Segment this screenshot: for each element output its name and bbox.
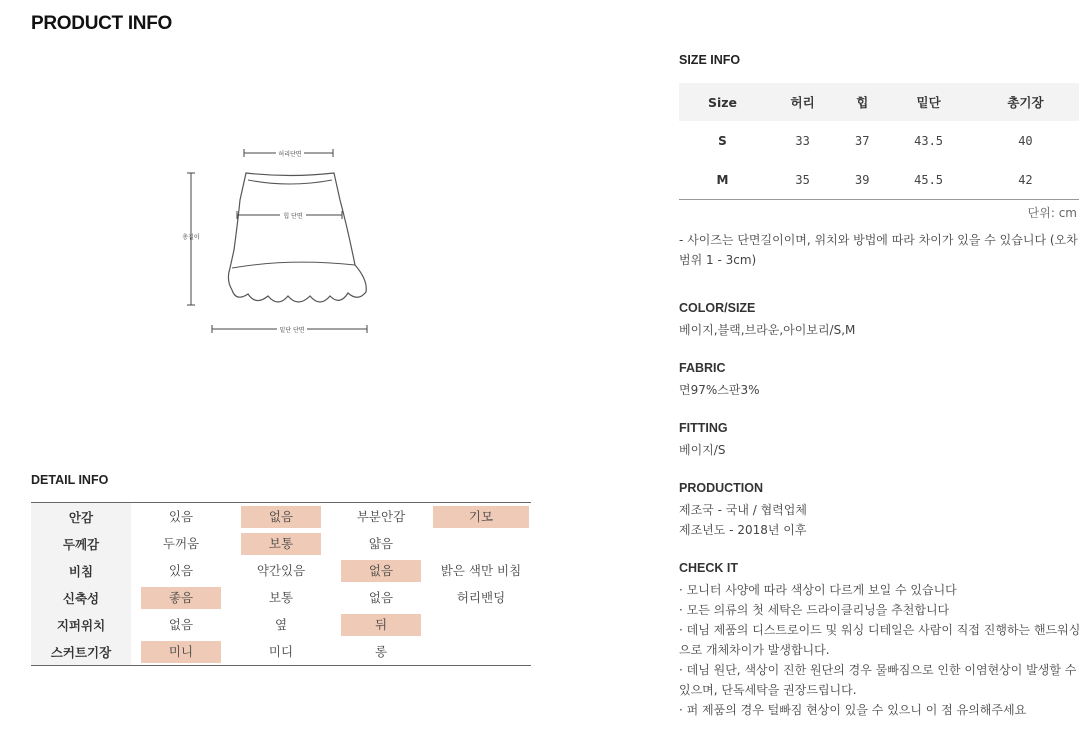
detail-option-selected: 없음 xyxy=(241,506,321,528)
size-name-cell: S xyxy=(718,133,727,148)
length-label: 총길이 xyxy=(182,234,200,241)
color-size-heading: COLOR/SIZE xyxy=(679,301,756,315)
check-item: · 모니터 사양에 따라 색상이 다르게 보일 수 있습니다 xyxy=(679,583,957,597)
fitting-heading: FITTING xyxy=(679,421,728,435)
detail-option: 밝은 색만 비침 xyxy=(440,562,522,578)
hip-label: 힙 단면 xyxy=(283,213,303,220)
size-value-cell: 40 xyxy=(1018,133,1033,148)
detail-option: 롱 xyxy=(374,643,388,659)
detail-row xyxy=(31,584,531,611)
size-value-cell: 33 xyxy=(795,133,810,148)
detail-option-selected: 없음 xyxy=(341,560,421,582)
detail-option-selected: 미니 xyxy=(141,641,221,663)
size-value-cell: 45.5 xyxy=(885,160,972,200)
detail-row-label: 스커트기장 xyxy=(31,638,131,665)
size-column-header: 밑단 xyxy=(885,83,972,121)
size-table xyxy=(679,83,1079,200)
check-item: · 데님 원단, 색상이 진한 원단의 경우 물빠짐으로 인한 이염현상이 발생할 수 있으며, 단독세탁을 권장드립니다. xyxy=(679,663,1077,697)
detail-option-selected: 좋음 xyxy=(141,587,221,609)
detail-row-label: 안감 xyxy=(31,503,131,530)
fitting-section xyxy=(679,421,1083,460)
size-value-cell: 39 xyxy=(839,160,885,200)
detail-option-selected: 기모 xyxy=(433,506,529,528)
detail-row xyxy=(31,557,531,584)
size-unit: 단위: cm xyxy=(1027,206,1077,220)
size-column-header: 허리 xyxy=(766,83,839,121)
detail-row xyxy=(31,638,531,665)
detail-option xyxy=(433,614,529,636)
check-it-section xyxy=(679,561,1083,720)
check-it-heading: CHECK IT xyxy=(679,561,739,575)
detail-row-label: 비침 xyxy=(31,557,131,584)
detail-option: 두꺼움 xyxy=(162,535,200,551)
detail-option: 없음 xyxy=(368,589,394,605)
size-column-header: Size xyxy=(679,83,766,121)
page-title: PRODUCT INFO xyxy=(31,13,173,34)
skirt-outline xyxy=(228,173,366,302)
detail-option: 약간있음 xyxy=(256,562,306,578)
hem-label: 밑단 단면 xyxy=(279,327,305,334)
detail-info-table xyxy=(31,502,531,666)
fabric-heading: FABRIC xyxy=(679,361,726,375)
waist-label: 허리단면 xyxy=(278,151,302,158)
detail-option: 있음 xyxy=(168,562,194,578)
check-item: · 데님 제품의 디스트로이드 및 워싱 디테일은 사람이 직접 진행하는 핸드워싱으로 개체차이가 발생합니다. xyxy=(679,623,1081,657)
size-column-header: 총기장 xyxy=(972,83,1079,121)
color-size-value: 베이지,블랙,브라운,아이보리/S,M xyxy=(679,323,856,337)
production-heading: PRODUCTION xyxy=(679,481,764,495)
detail-option: 부분안감 xyxy=(356,508,406,524)
detail-row xyxy=(31,503,531,530)
detail-option xyxy=(433,533,529,555)
detail-option-selected: 보통 xyxy=(241,533,321,555)
size-column-header: 힙 xyxy=(839,83,885,121)
color-size-section xyxy=(679,301,1083,340)
fabric-section xyxy=(679,361,1083,400)
detail-option: 옆 xyxy=(274,616,288,632)
detail-row-label: 지퍼위치 xyxy=(31,611,131,638)
check-item: · 퍼 제품의 경우 털빠짐 현상이 있을 수 있으니 이 점 유의해주세요 xyxy=(679,703,1027,717)
production-line: 제조국 - 국내 / 협력업체 xyxy=(679,503,807,517)
size-name-cell: M xyxy=(679,160,766,200)
fabric-value: 면97%스판3% xyxy=(679,383,760,397)
detail-row xyxy=(31,530,531,557)
size-note: - 사이즈는 단면길이이며, 위치와 방법에 따라 차이가 있을 수 있습니다 (오차범위 1 - 3cm) xyxy=(679,233,1078,267)
detail-option-selected: 뒤 xyxy=(341,614,421,636)
detail-option: 없음 xyxy=(168,616,194,632)
detail-info-heading: DETAIL INFO xyxy=(31,473,109,487)
detail-option: 허리밴딩 xyxy=(456,589,506,605)
production-section xyxy=(679,481,1083,540)
size-row xyxy=(679,121,1079,160)
detail-option: 있음 xyxy=(168,508,194,524)
detail-option: 보통 xyxy=(268,589,294,605)
fitting-value: 베이지/S xyxy=(679,443,726,457)
detail-row-label: 두께감 xyxy=(31,530,131,557)
detail-option xyxy=(433,641,529,663)
size-row xyxy=(679,160,1079,200)
skirt-measurement-diagram xyxy=(170,140,390,340)
size-value-cell: 37 xyxy=(855,133,870,148)
size-value-cell: 42 xyxy=(972,160,1079,200)
detail-option: 얇음 xyxy=(368,535,394,551)
detail-option: 미디 xyxy=(268,643,294,659)
size-value-cell: 35 xyxy=(766,160,839,200)
size-info-heading: SIZE INFO xyxy=(679,53,741,67)
size-value-cell: 43.5 xyxy=(914,133,944,148)
check-item: · 모든 의류의 첫 세탁은 드라이클리닝을 추천합니다 xyxy=(679,603,950,617)
detail-row-label: 신축성 xyxy=(31,584,131,611)
production-line: 제조년도 - 2018년 이후 xyxy=(679,523,807,537)
detail-row xyxy=(31,611,531,638)
